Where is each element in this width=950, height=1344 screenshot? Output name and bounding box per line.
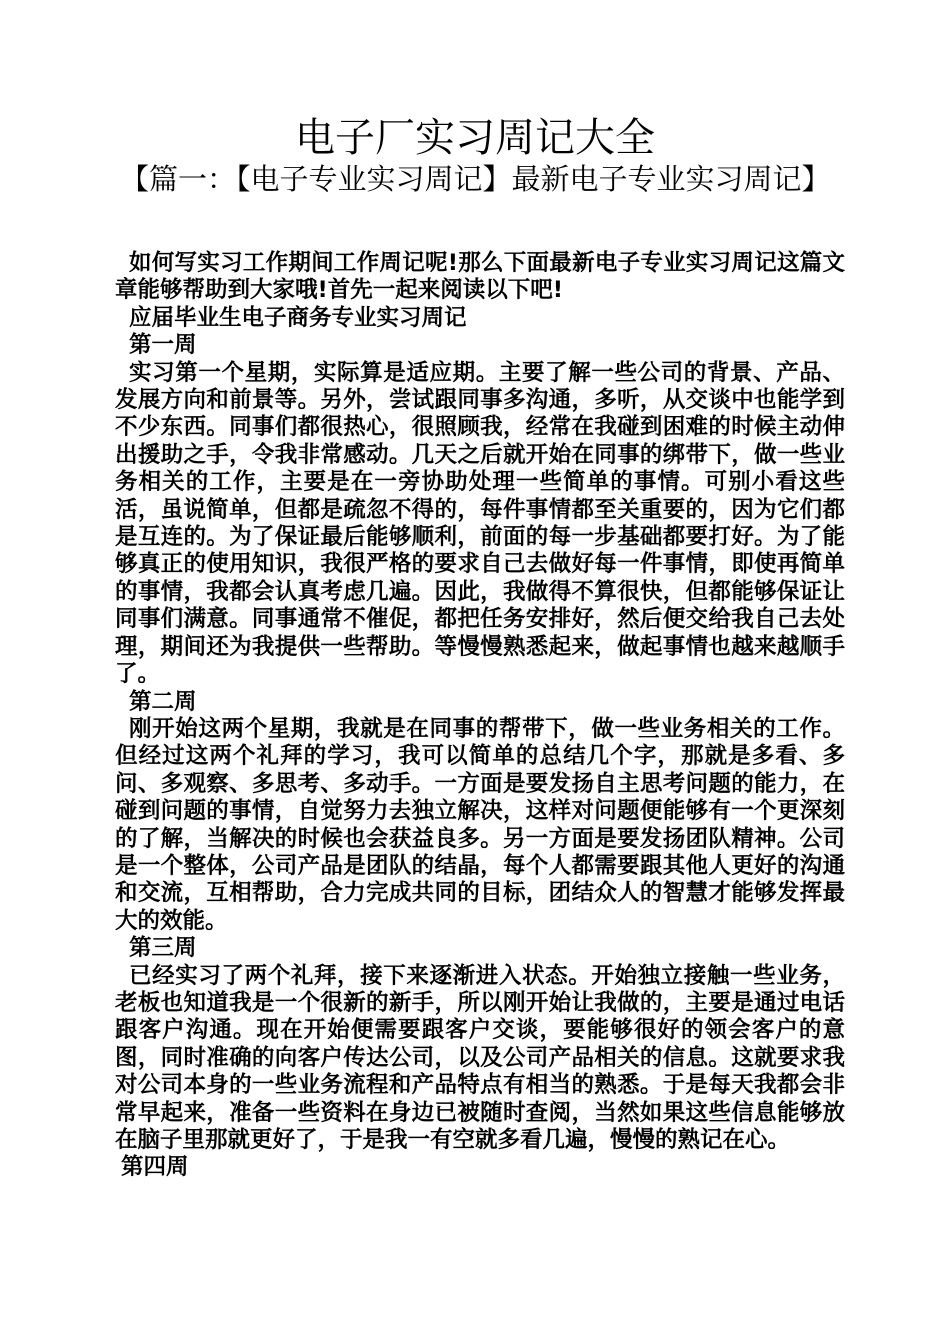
week-paragraph-2: 刚开始这两个星期，我就是在同事的帮带下，做一些业务相关的工作。但经过这两个礼拜的学习，我可以简单的总结几个字，那就是多看、多问、多观察、多思考、多动手。一方面是要发扬自主思考问题的能力，在碰到问题的事情，自觉努力去独立解决，这样对问题便能够有一个更深刻的了解，当解决的时候也会获益良多。另一方面是要发扬团队精神。公司是一个整体，公司产品是团队的结晶，每个人都需要跟其他人更好的沟通和交流，互相帮助，合力完成共同的目标，团结众人的智慧才能够发挥最大的效能。 [115, 715, 845, 934]
intro-paragraph: 如何写实习工作期间工作周记呢!那么下面最新电子专业实习周记这篇文章能够帮助到大家哦!首先一起来阅读以下吧! [115, 250, 845, 304]
document-title: 电子厂实习周记大全 [295, 115, 655, 161]
document-subtitle: 【篇一：【电子专业实习周记】最新电子专业实习周记】 [120, 162, 831, 196]
document-body [115, 250, 845, 1182]
week-heading-1: 第一周 [129, 332, 197, 359]
week-paragraph-1: 实习第一个星期，实际算是适应期。主要了解一些公司的背景、产品、发展方向和前景等。另外，尝试跟同事多沟通，多听，从交谈中也能学到不少东西。同事们都很热心，很照顾我，经常在我碰到困难的时候主动伸出援助之手，令我非常感动。几天之后就开始在同事的绑带下，做一些业务相关的工作，主要是在一旁协助处理一些简单的事情。可别小看这些活，虽说简单，但都是疏忽不得的，每件事情都至关重要的，因为它们都是互连的。为了保证最后能够顺利，前面的每一步基础都要打好。为了能够真正的使用知识，我很严格的要求自己去做好每一件事情，即使再简单的事情，我都会认真考虑几遍。因此，我做得不算很快，但都能够保证让同事们满意。同事通常不催促，都把任务安排好，然后便交给我自己去处理，期间还为我提供一些帮助。等慢慢熟悉起来，做起事情也越来越顺手了。 [115, 359, 845, 688]
week-paragraph-3: 已经实习了两个礼拜，接下来逐渐进入状态。开始独立接触一些业务，老板也知道我是一个很新的新手，所以刚开始让我做的，主要是通过电话跟客户沟通。现在开始便需要跟客户交谈，要能够很好的领会客户的意图，同时准确的向客户传达公司，以及公司产品相关的信息。这就要求我对公司本身的一些业务流程和产品特点有相当的熟悉。于是每天我都会非常早起来，准备一些资料在身边已被随时查阅，当然如果这些信息能够放在脑子里那就更好了，于是我一有空就多看几遍，慢慢的熟记在心。 [115, 962, 845, 1153]
week-heading-2: 第二周 [129, 688, 197, 715]
section-heading: 应届毕业生电子商务专业实习周记 [129, 304, 467, 331]
week-heading-4: 第四周 [121, 1154, 189, 1181]
week-heading-3: 第三周 [129, 935, 197, 962]
